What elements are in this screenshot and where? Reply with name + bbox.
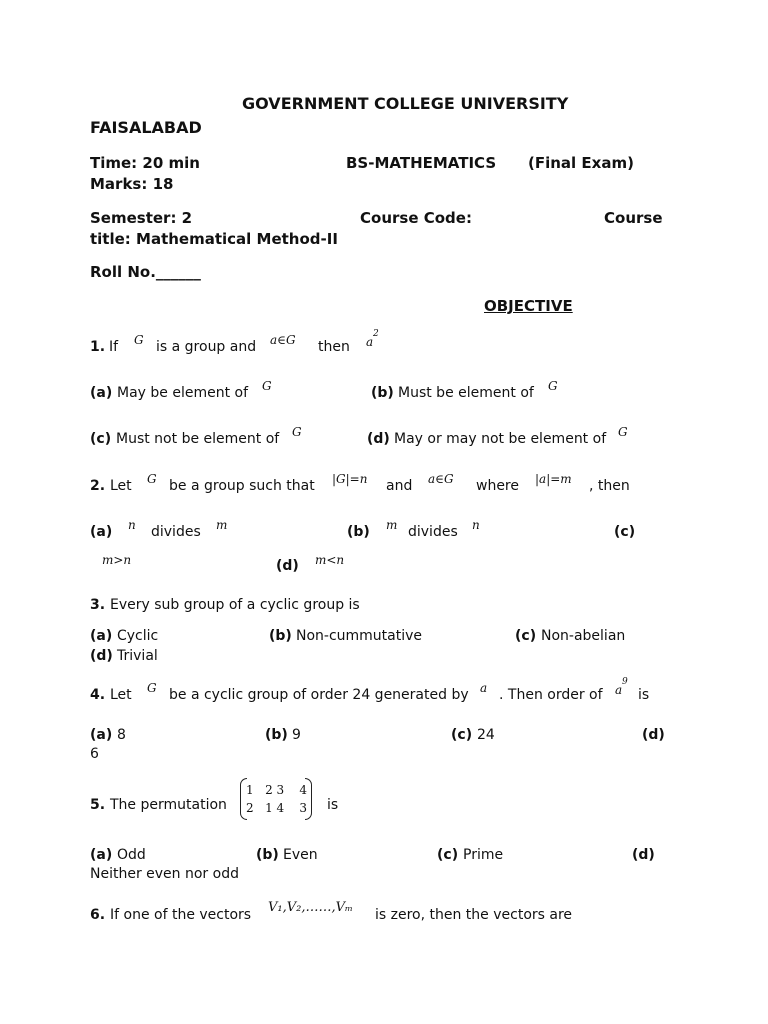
course-word: Course — [604, 209, 663, 227]
course-code: Course Code: — [360, 209, 472, 227]
q5-option-a-label: (a) — [90, 847, 113, 863]
course-title: title: Mathematical Method-II — [90, 230, 338, 248]
q5-text-1: The permutation — [110, 797, 227, 813]
section-heading: OBJECTIVE — [484, 297, 573, 315]
q1-option-d-text: May or may not be element of — [394, 431, 607, 447]
q4-option-c-label: (c) — [451, 727, 473, 743]
q2-option-a-text: divides — [151, 524, 201, 540]
q5-number: 5. — [90, 797, 106, 813]
q6-text-1: If one of the vectors — [110, 907, 252, 923]
q4-number: 4. — [90, 687, 106, 703]
q5-option-b-text: Even — [283, 847, 318, 863]
q4-text-4: is — [638, 687, 650, 703]
permutation-matrix — [240, 778, 312, 820]
q4-math-3: a — [615, 683, 623, 697]
q3-option-a-text: Cyclic — [117, 628, 159, 644]
q4-text-3: . Then order of — [499, 687, 603, 703]
q4-text-1: Let — [110, 687, 132, 703]
q2-option-a-math-2: m — [216, 518, 228, 532]
q2-option-d-label: (d) — [276, 558, 299, 574]
q6-text-2: is zero, then the vectors are — [375, 907, 573, 923]
q5-option-d-text: Neither even nor odd — [90, 866, 239, 882]
q4-option-a-text: 8 — [117, 727, 126, 743]
q3-option-b-label: (b) — [269, 628, 292, 644]
q1-option-b-label: (b) — [371, 385, 394, 401]
q1-option-c-text: Must not be element of — [116, 431, 280, 447]
q1-math-3: a — [366, 335, 374, 349]
q5-option-c-label: (c) — [437, 847, 459, 863]
q5-option-c-text: Prime — [463, 847, 504, 863]
q1-option-d-math: G — [618, 425, 628, 439]
q4-text-2: be a cyclic group of order 24 generated by — [169, 687, 469, 703]
q2-option-c-math: m>n — [102, 553, 132, 567]
q6-vectors-math: V₁,V₂,……,Vₘ — [268, 900, 353, 915]
q4-option-b-text: 9 — [292, 727, 301, 743]
q4-option-d-label: (d) — [642, 727, 665, 743]
q1-math-2: a∈G — [270, 333, 296, 347]
q3-option-b-text: Non-cummutative — [296, 628, 423, 644]
q2-text-3: and — [386, 478, 413, 494]
right-parenthesis — [305, 778, 312, 820]
exam-time: Time: 20 min — [90, 154, 200, 172]
q3-option-d-text: Trivial — [117, 648, 158, 664]
q5-option-d-label: (d) — [632, 847, 655, 863]
q1-math-1: G — [134, 333, 144, 347]
q4-math-2: a — [480, 681, 488, 695]
q2-option-a-label: (a) — [90, 524, 113, 540]
q1-option-a-math: G — [262, 379, 272, 393]
q2-option-d-math: m<n — [315, 553, 345, 567]
exam-marks: Marks: 18 — [90, 175, 174, 193]
q1-superscript: 2 — [373, 329, 379, 339]
permutation-row-1: 1 2 3 4 — [246, 783, 308, 797]
q2-number: 2. — [90, 478, 106, 494]
program-name: BS-MATHEMATICS — [346, 154, 497, 172]
q1-number: 1. — [90, 339, 106, 355]
exam-type: (Final Exam) — [528, 154, 634, 172]
q6-number: 6. — [90, 907, 106, 923]
q2-option-b-label: (b) — [347, 524, 370, 540]
q3-option-c-text: Non-abelian — [541, 628, 626, 644]
semester: Semester: 2 — [90, 209, 193, 227]
q1-option-c-math: G — [292, 425, 302, 439]
q3-option-c-label: (c) — [515, 628, 537, 644]
q1-text-2: is a group and — [156, 339, 257, 355]
q4-option-d-text: 6 — [90, 746, 99, 762]
q5-option-b-label: (b) — [256, 847, 279, 863]
q2-option-c-label: (c) — [614, 524, 636, 540]
q2-option-b-text: divides — [408, 524, 458, 540]
q3-option-a-label: (a) — [90, 628, 113, 644]
q3-option-d-label: (d) — [90, 648, 113, 664]
q4-option-b-label: (b) — [265, 727, 288, 743]
q1-option-c-label: (c) — [90, 431, 112, 447]
q1-option-a-label: (a) — [90, 385, 113, 401]
q1-option-b-text: Must be element of — [398, 385, 534, 401]
q2-option-b-math-2: n — [472, 518, 480, 532]
q1-option-b-math: G — [548, 379, 558, 393]
q1-option-d-label: (d) — [367, 431, 390, 447]
q1-text-3: then — [318, 339, 350, 355]
q3-number: 3. — [90, 597, 106, 613]
q2-math-4: |a|=m — [535, 472, 572, 486]
roll-number: Roll No.______ — [90, 263, 201, 281]
q1-text-1: If — [109, 339, 119, 355]
university-title: GOVERNMENT COLLEGE UNIVERSITY — [242, 94, 569, 113]
q3-text: Every sub group of a cyclic group is — [110, 597, 360, 613]
q4-option-c-text: 24 — [477, 727, 495, 743]
q2-option-b-math-1: m — [386, 518, 398, 532]
q2-text-4: where — [476, 478, 519, 494]
q2-option-a-math-1: n — [128, 518, 136, 532]
q5-text-2: is — [327, 797, 339, 813]
permutation-row-2: 2 1 4 3 — [246, 801, 308, 815]
q4-option-a-label: (a) — [90, 727, 113, 743]
q2-text-2: be a group such that — [169, 478, 315, 494]
q4-math-1: G — [147, 681, 157, 695]
city-title: FAISALABAD — [90, 118, 202, 137]
q5-option-a-text: Odd — [117, 847, 146, 863]
q1-option-a-text: May be element of — [117, 385, 249, 401]
q2-text-1: Let — [110, 478, 132, 494]
q2-math-1: G — [147, 472, 157, 486]
q2-math-3: a∈G — [428, 472, 454, 486]
q2-math-2: |G|=n — [332, 472, 368, 486]
q4-superscript: 9 — [622, 677, 628, 687]
q2-text-5: , then — [589, 478, 630, 494]
